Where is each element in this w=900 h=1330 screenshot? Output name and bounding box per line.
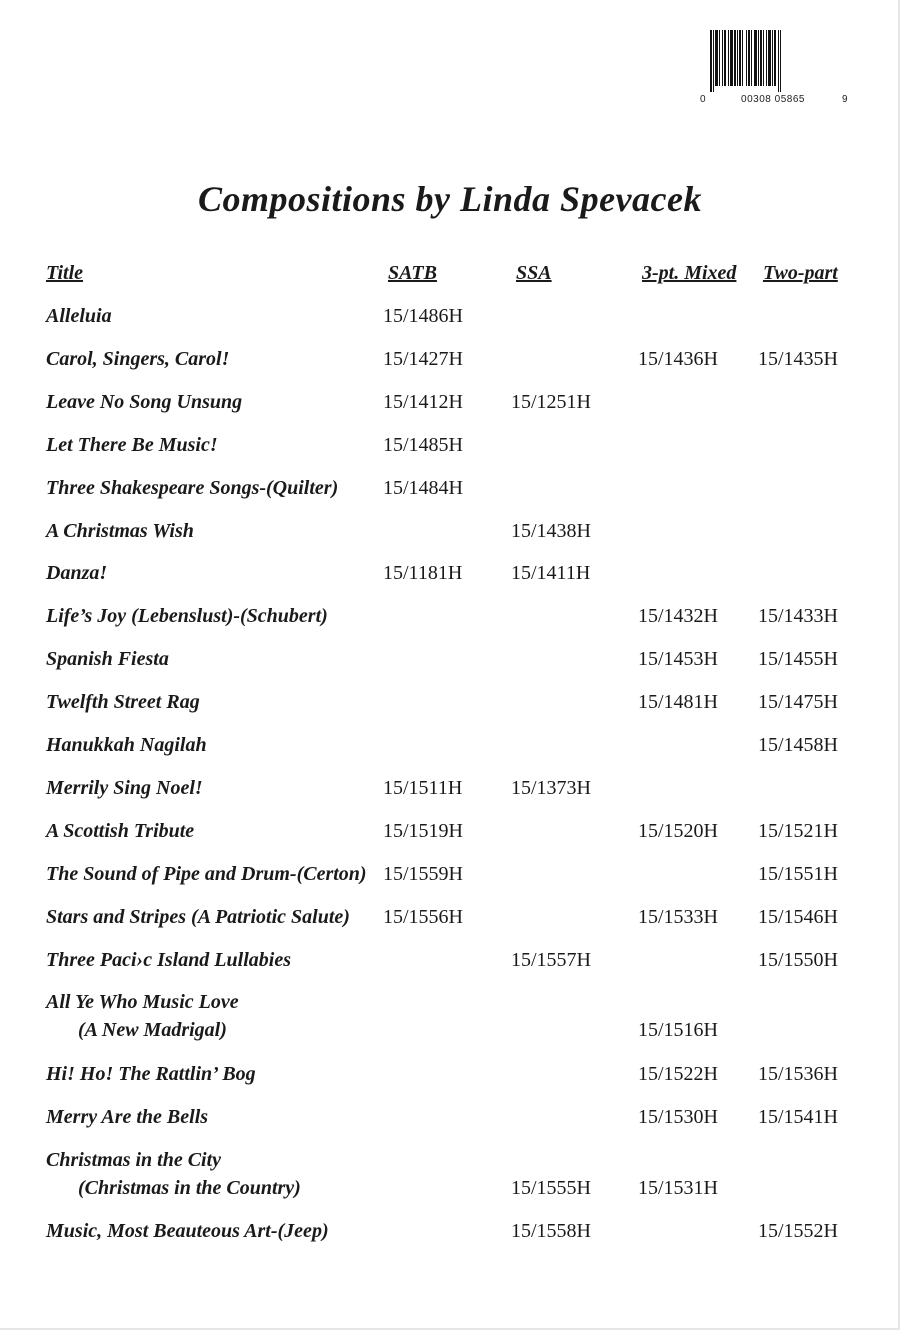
ssa-catalog-number: 15/1558H xyxy=(511,1220,591,1243)
barcode-bar xyxy=(737,30,738,86)
composition-title: Leave No Song Unsung xyxy=(46,390,243,413)
table-row xyxy=(0,305,900,335)
barcode xyxy=(700,30,850,110)
two-part-catalog-number: 15/1541H xyxy=(758,1105,838,1128)
barcode-bar xyxy=(760,30,762,86)
composition-subtitle: (Christmas in the Country) xyxy=(78,1176,301,1199)
table-row xyxy=(0,1063,900,1093)
header-ssa: SSA xyxy=(516,262,552,284)
satb-catalog-number: 15/1556H xyxy=(383,905,463,928)
table-row xyxy=(0,648,900,678)
two-part-catalog-number: 15/1551H xyxy=(758,862,838,885)
barcode-bar xyxy=(730,30,733,86)
table-row xyxy=(0,391,900,421)
composition-title: Spanish Fiesta xyxy=(46,648,169,671)
barcode-bar xyxy=(778,30,779,92)
satb-catalog-number: 15/1427H xyxy=(383,347,463,370)
barcode-bar xyxy=(766,30,767,86)
table-row xyxy=(0,1220,900,1250)
table-row xyxy=(0,863,900,893)
barcode-bar xyxy=(751,30,752,86)
ssa-catalog-number: 15/1411H xyxy=(511,562,591,585)
two-part-catalog-number: 15/1433H xyxy=(758,605,838,628)
barcode-bar xyxy=(763,30,764,86)
three-pt-catalog-number: 15/1481H xyxy=(638,691,718,714)
barcode-bar xyxy=(713,30,714,92)
barcode-lead-digit: 0 xyxy=(700,94,706,105)
composition-title: Music, Most Beauteous Art-(Jeep) xyxy=(46,1220,329,1243)
satb-catalog-number: 15/1412H xyxy=(383,390,463,413)
composition-title: Three Shakespeare Songs-(Quilter) xyxy=(46,476,339,499)
barcode-check-digit: 9 xyxy=(842,94,848,105)
table-row xyxy=(0,820,900,850)
two-part-catalog-number: 15/1536H xyxy=(758,1062,838,1085)
ssa-catalog-number: 15/1373H xyxy=(511,776,591,799)
two-part-catalog-number: 15/1435H xyxy=(758,347,838,370)
barcode-bar xyxy=(734,30,736,86)
two-part-catalog-number: 15/1458H xyxy=(758,734,838,756)
two-part-catalog-number: 15/1455H xyxy=(758,648,838,671)
satb-catalog-number: 15/1485H xyxy=(383,433,463,456)
satb-catalog-number: 15/1519H xyxy=(383,819,463,842)
three-pt-catalog-number: 15/1530H xyxy=(638,1105,718,1128)
composition-title: Merry Are the Bells xyxy=(46,1105,209,1128)
three-pt-catalog-number: 15/1520H xyxy=(638,819,718,842)
three-pt-catalog-number: 15/1432H xyxy=(638,605,718,628)
composition-title: A Scottish Tribute xyxy=(46,819,195,842)
barcode-bar xyxy=(772,30,773,86)
table-row xyxy=(0,1106,900,1136)
table-row xyxy=(0,605,900,635)
composition-title: Carol, Singers, Carol! xyxy=(46,347,230,370)
composition-title: Alleluia xyxy=(46,305,112,327)
table-row xyxy=(0,520,900,550)
ssa-catalog-number: 15/1557H xyxy=(511,948,591,971)
header-satb: SATB xyxy=(388,262,437,284)
satb-catalog-number: 15/1511H xyxy=(383,776,463,799)
composition-subtitle: (A New Madrigal) xyxy=(78,1019,227,1042)
ssa-catalog-number: 15/1438H xyxy=(511,519,591,542)
barcode-bar xyxy=(742,30,743,86)
table-row xyxy=(0,777,900,807)
composition-title: Hi! Ho! The Rattlin’ Bog xyxy=(46,1062,256,1085)
two-part-catalog-number: 15/1550H xyxy=(758,948,838,971)
header-title: Title xyxy=(46,262,84,284)
composition-title: All Ye Who Music Love xyxy=(46,991,239,1014)
composition-title: Danza! xyxy=(46,562,108,585)
ssa-catalog-number: 15/1251H xyxy=(511,390,591,413)
table-row xyxy=(0,691,900,721)
two-part-catalog-number: 15/1546H xyxy=(758,905,838,928)
table-row xyxy=(0,477,900,507)
barcode-bar xyxy=(719,30,720,86)
table-row xyxy=(0,434,900,464)
barcode-digits: 00308 05865 xyxy=(741,94,805,105)
composition-title: Hanukkah Nagilah xyxy=(46,734,207,756)
satb-catalog-number: 15/1486H xyxy=(383,305,463,327)
barcode-bar xyxy=(748,30,750,86)
composition-title: Three Paci›c Island Lullabies xyxy=(46,948,291,971)
table-row xyxy=(0,734,900,764)
satb-catalog-number: 15/1559H xyxy=(383,862,463,885)
three-pt-catalog-number: 15/1516H xyxy=(638,1019,718,1042)
barcode-bar xyxy=(754,30,757,86)
header-two-part: Two-part xyxy=(763,262,838,284)
header-three-pt: 3-pt. Mixed xyxy=(642,262,737,284)
table-row xyxy=(0,906,900,936)
composition-title: The Sound of Pipe and Drum-(Certon) xyxy=(46,862,367,885)
two-part-catalog-number: 15/1521H xyxy=(758,819,838,842)
barcode-bar xyxy=(780,30,781,92)
barcode-bar xyxy=(746,30,747,86)
three-pt-catalog-number: 15/1453H xyxy=(638,648,718,671)
barcode-bar xyxy=(715,30,718,86)
composition-title: Life’s Joy (Lebenslust)-(Schubert) xyxy=(46,605,328,628)
three-pt-catalog-number: 15/1522H xyxy=(638,1062,718,1085)
composition-title: Christmas in the City xyxy=(46,1148,222,1171)
barcode-bar xyxy=(739,30,741,86)
page-title: Compositions by Linda Spevacek xyxy=(198,179,702,219)
composition-title: A Christmas Wish xyxy=(46,519,194,542)
table-row xyxy=(0,562,900,592)
barcode-bar xyxy=(768,30,771,86)
two-part-catalog-number: 15/1552H xyxy=(758,1220,838,1243)
table-row xyxy=(0,949,900,979)
barcode-bar xyxy=(758,30,759,86)
table-row xyxy=(0,348,900,378)
barcode-bars xyxy=(708,30,840,92)
two-part-catalog-number: 15/1475H xyxy=(758,691,838,714)
table-header xyxy=(0,262,900,292)
three-pt-catalog-number: 15/1436H xyxy=(638,347,718,370)
composition-title: Twelfth Street Rag xyxy=(46,691,200,714)
three-pt-catalog-number: 15/1533H xyxy=(638,905,718,928)
composition-title: Stars and Stripes (A Patriotic Salute) xyxy=(46,905,350,928)
ssa-catalog-number: 15/1555H xyxy=(511,1176,591,1199)
barcode-bar xyxy=(724,30,726,86)
composition-title: Let There Be Music! xyxy=(46,433,218,456)
satb-catalog-number: 15/1181H xyxy=(383,562,463,585)
three-pt-catalog-number: 15/1531H xyxy=(638,1176,718,1199)
table-row xyxy=(0,991,900,1051)
barcode-bar xyxy=(722,30,723,86)
composition-title: Merrily Sing Noel! xyxy=(46,776,203,799)
table-row xyxy=(0,1149,900,1209)
barcode-bar xyxy=(710,30,712,92)
barcode-bar xyxy=(728,30,729,86)
satb-catalog-number: 15/1484H xyxy=(383,476,463,499)
barcode-bar xyxy=(774,30,776,86)
